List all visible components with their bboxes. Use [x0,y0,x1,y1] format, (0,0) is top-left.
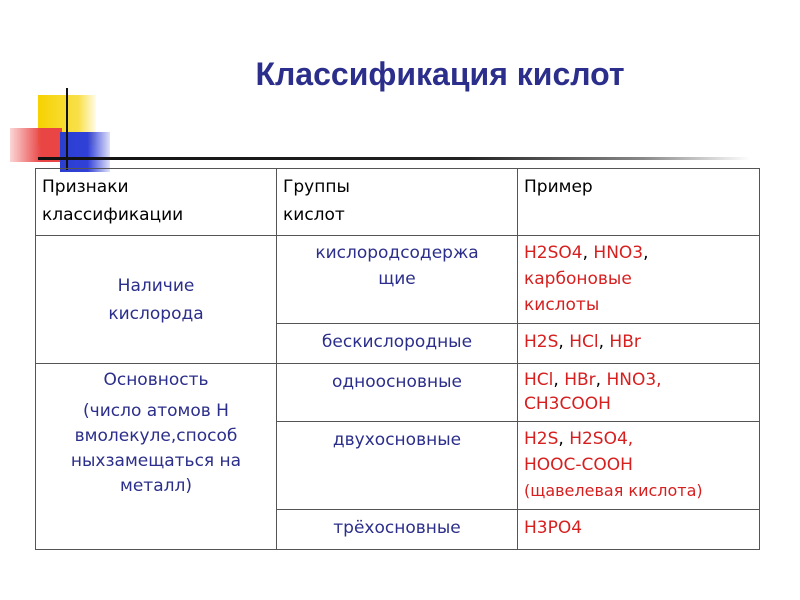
group-oxygen-containing: кислородсодержа щие [277,236,518,324]
header-groups: Группы кислот [277,169,518,236]
example-dibasic: H2S, H2SO4, HOOC-COOH (щавелевая кислота) [518,422,760,510]
slide-title: Классификация кислот [255,56,625,92]
criterion-basicity: Основность (число атомов Н вмолекуле,способ ныхзамещаться на металл) [36,364,277,550]
group-tribasic: трёхосновные [277,510,518,550]
example-oxygen-free: H2S, HCl, HBr [518,324,760,364]
header-criteria: Признаки классификации [36,169,277,236]
example-tribasic: H3PO4 [518,510,760,550]
classification-table [35,168,760,550]
table-row [36,236,760,324]
table-row [36,364,760,422]
example-monobasic: HCl, HBr, HNO3, CH3COOH [518,364,760,422]
group-dibasic: двухосновные [277,422,518,510]
criterion-oxygen: Наличие кислорода [36,236,277,364]
table-header-row [36,169,760,236]
header-example: Пример [518,169,760,236]
example-oxygen-containing: H2SO4, HNO3, карбоновые кислоты [518,236,760,324]
title-underline [38,157,750,160]
group-monobasic: одноосновные [277,364,518,422]
group-oxygen-free: бескислородные [277,324,518,364]
